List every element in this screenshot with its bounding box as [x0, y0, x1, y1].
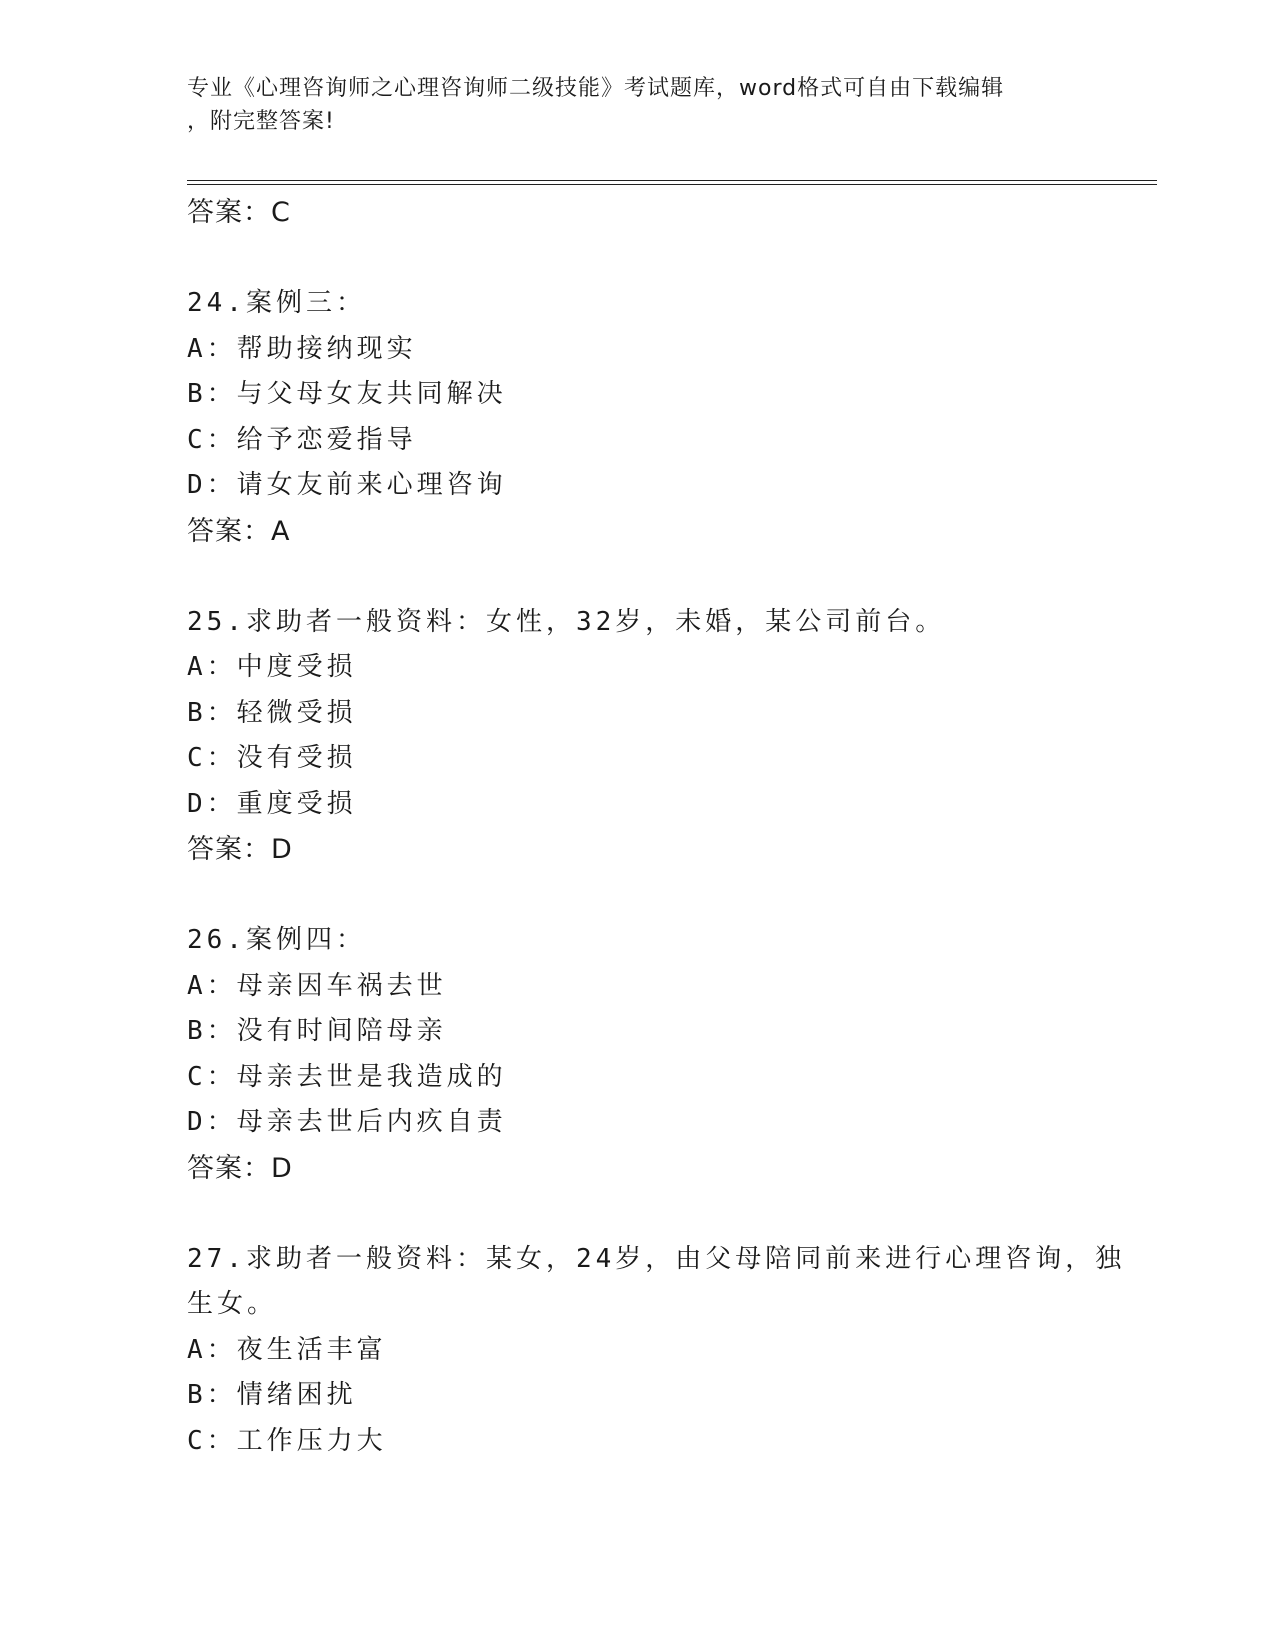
question-stem: 24.案例三：: [187, 288, 366, 318]
option-c: C：母亲去世是我造成的: [187, 1061, 507, 1092]
header-rule-bottom: [187, 184, 1157, 185]
question-list: [187, 190, 1126, 1464]
option-d: D：请女友前来心理咨询: [187, 470, 507, 500]
option-b: B：与父母女友共同解决: [187, 379, 507, 409]
option-a: A：母亲因车祸去世: [187, 970, 447, 1001]
question-block: [187, 600, 1087, 873]
answer-line: 答案：D: [187, 1152, 293, 1184]
answer-line: 答案：C: [187, 197, 291, 228]
question-stem: 26.案例四：: [187, 925, 366, 955]
header-rule-top: [187, 180, 1157, 181]
spacer: [187, 873, 1087, 919]
header-line-2: ，附完整答案!: [187, 109, 335, 134]
answer-line: 答案：A: [187, 515, 291, 547]
question-stem: 25.求助者一般资料：女性，32岁，未婚，某公司前台。: [187, 606, 946, 637]
question-stem-line-2: 生女。: [187, 1289, 278, 1319]
option-a: A：帮助接纳现实: [187, 333, 417, 364]
option-b: B：没有时间陪母亲: [187, 1016, 447, 1046]
option-c: C：没有受损: [187, 743, 357, 773]
option-b: B：轻微受损: [187, 697, 357, 728]
question-block: [187, 1237, 1126, 1465]
option-c: C：工作压力大: [187, 1425, 387, 1456]
option-b: B：情绪困扰: [187, 1380, 357, 1410]
spacer: [187, 1191, 1087, 1237]
option-a: A：夜生活丰富: [187, 1334, 387, 1365]
answer-line: 答案：D: [187, 834, 293, 865]
option-d: D：母亲去世后内疚自责: [187, 1107, 507, 1137]
option-d: D：重度受损: [187, 788, 357, 819]
option-a: A：中度受损: [187, 652, 357, 682]
question-stem-line-1: 27.求助者一般资料：某女，24岁，由父母陪同前来进行心理咨询，独: [187, 1243, 1126, 1274]
header-line-1: 专业《心理咨询师之心理咨询师二级技能》考试题库，word格式可自由下载编辑: [187, 76, 1005, 101]
document-header: [187, 72, 1087, 138]
spacer: [187, 236, 1087, 282]
spacer: [187, 554, 1087, 600]
question-block: [187, 281, 1087, 554]
option-c: C：给予恋爱指导: [187, 424, 417, 455]
question-block: [187, 918, 1087, 1191]
